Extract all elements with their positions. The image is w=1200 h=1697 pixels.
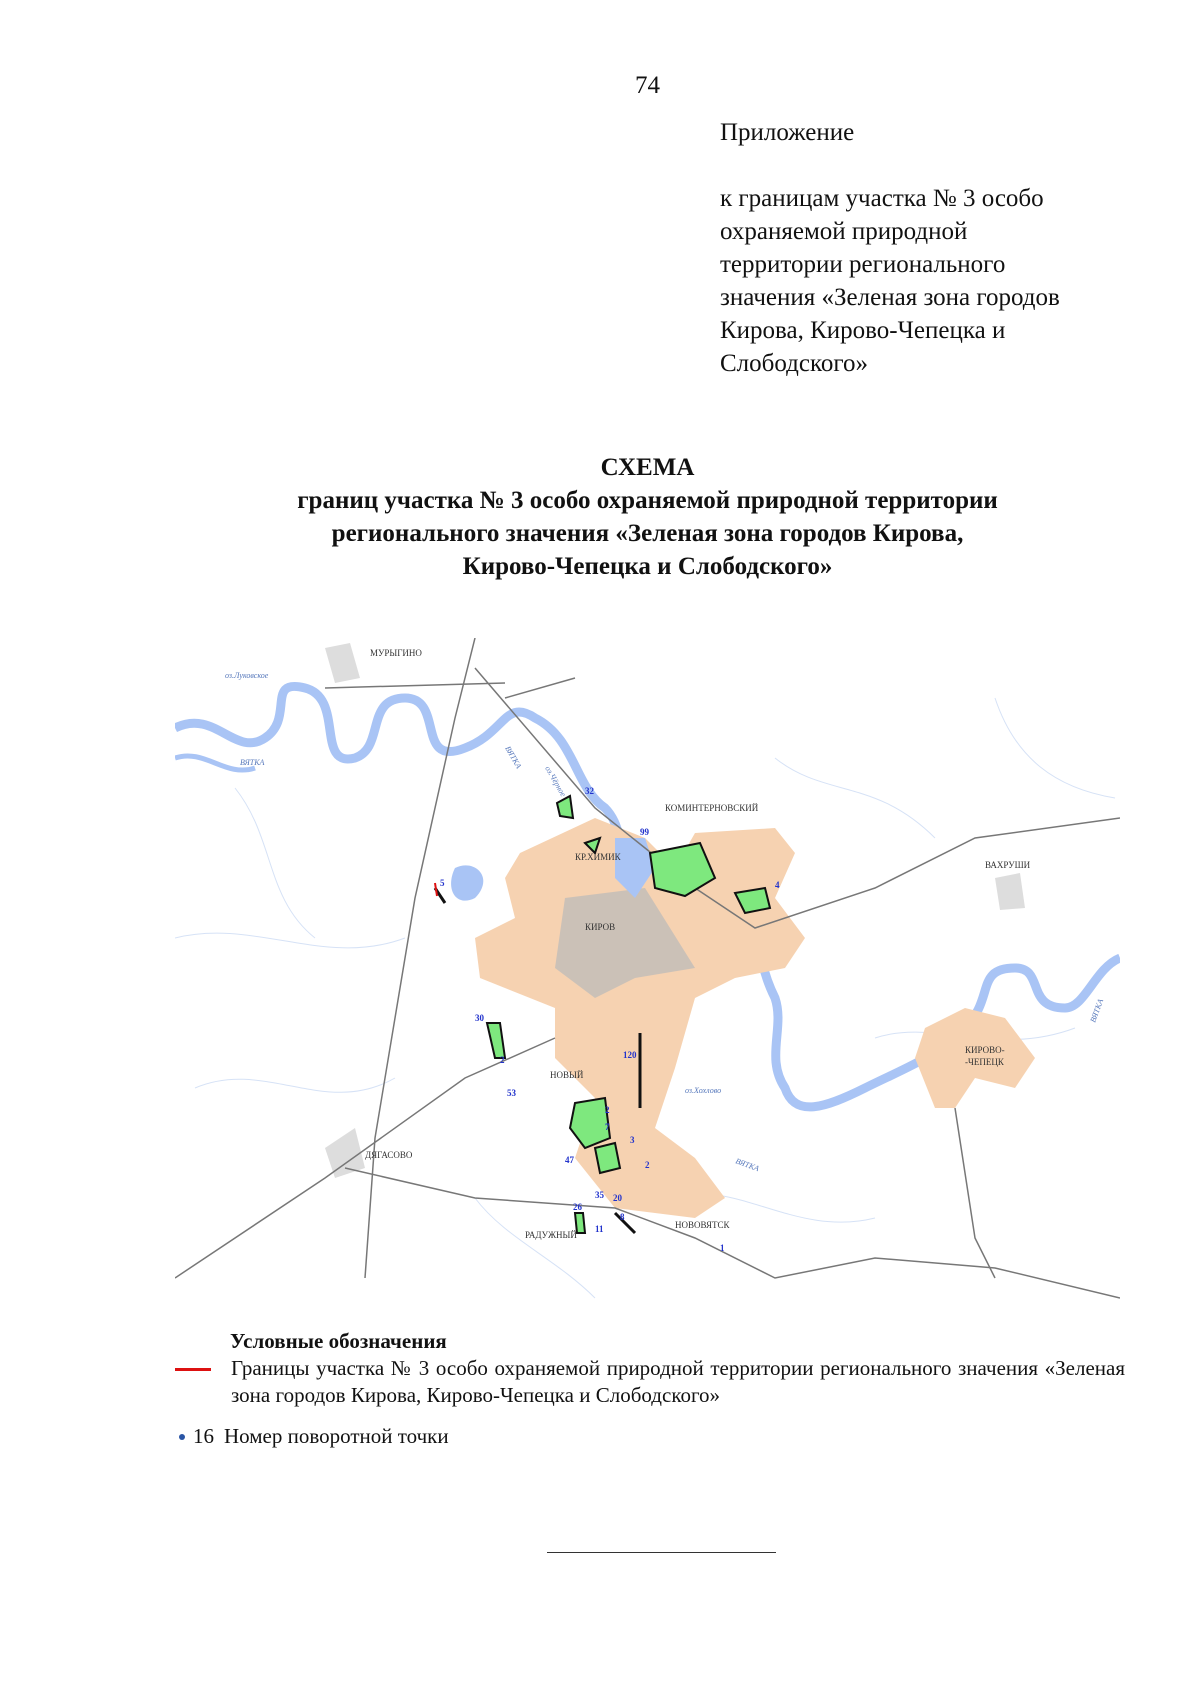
place-label: НОВОВЯТСК: [675, 1220, 730, 1230]
water-label: ВЯТКА: [734, 1156, 761, 1174]
appendix-line: Слободского»: [720, 350, 868, 377]
place-label: -ЧЕПЕЦК: [965, 1057, 1004, 1067]
place-label: КОМИНТЕРНОВСКИЙ: [665, 803, 759, 813]
legend-point-example: 16: [193, 1424, 214, 1448]
water-label: ВЯТКА: [240, 758, 265, 767]
point-label: 11: [595, 1224, 604, 1234]
place-label: НОВЫЙ: [550, 1070, 584, 1080]
place-label: РАДУЖНЫЙ: [525, 1230, 577, 1240]
point-label: 30: [475, 1013, 484, 1023]
village-vakhrushi: [995, 873, 1025, 910]
village-murygino: [325, 643, 360, 683]
legend-title: Условные обозначения: [230, 1329, 447, 1353]
legend-point-text: Номер поворотной точки: [224, 1424, 449, 1448]
scheme-map: [175, 638, 1120, 1310]
appendix-heading: Приложение: [720, 119, 855, 146]
point-label: 2: [500, 1055, 505, 1065]
boundary-red: [435, 883, 437, 896]
water-label: ВЯТКА: [503, 744, 524, 771]
point-label: 4: [775, 880, 780, 890]
appendix-note: [720, 116, 1150, 380]
place-label: ВАХРУШИ: [985, 860, 1031, 870]
point-label: 32: [585, 786, 594, 796]
legend: [175, 1328, 1125, 1450]
water-label: ВЯТКА: [1088, 997, 1106, 1024]
point-label: 120: [623, 1050, 637, 1060]
point-label: 99: [640, 827, 649, 837]
red-line-symbol: [175, 1368, 211, 1371]
lake: [451, 865, 483, 900]
place-label: ДЯГАСОВО: [365, 1150, 413, 1160]
place-label: КР.ХИМИК: [575, 852, 621, 862]
point-dot-icon: [179, 1434, 185, 1440]
map-svg: [175, 638, 1120, 1310]
appendix-line: значения «Зеленая зона городов: [720, 284, 1060, 311]
page-number: 74: [635, 72, 660, 99]
point-label: 8: [620, 1212, 625, 1222]
legend-item-boundary: [175, 1355, 1125, 1409]
legend-boundary-text: Границы участка № 3 особо охраняемой природной территории регионального значения «Зеленая зона городов Кирова, Кирово-Чепецка и Слободского»: [231, 1356, 1125, 1407]
document-title: [200, 451, 1095, 583]
appendix-line: территории регионального: [720, 251, 1006, 278]
place-label: МУРЫГИНО: [370, 648, 422, 658]
title-line: Кирово-Чепецка и Слободского»: [462, 553, 833, 580]
point-label: 5: [440, 878, 445, 888]
point-label: 26: [573, 1202, 582, 1212]
appendix-line: к границам участка № 3 особо: [720, 185, 1044, 212]
appendix-line: охраняемой природной: [720, 218, 968, 245]
title-line: СХЕМА: [600, 454, 695, 481]
title-line: границ участка № 3 особо охраняемой природной территории: [297, 487, 998, 514]
place-label: КИРОВ: [585, 922, 616, 932]
point-label: 1: [720, 1243, 725, 1253]
title-line: регионального значения «Зеленая зона городов Кирова,: [331, 520, 964, 547]
legend-item-point: [175, 1423, 1125, 1450]
point-label: 7: [605, 1122, 610, 1132]
place-label: КИРОВО-: [965, 1045, 1005, 1055]
point-label: 35: [595, 1190, 604, 1200]
point-label: 2: [605, 1105, 610, 1115]
point-label: 53: [507, 1088, 516, 1098]
point-label: 3: [630, 1135, 635, 1145]
appendix-line: Кирова, Кирово-Чепецка и: [720, 317, 1006, 344]
footer-divider: [547, 1552, 776, 1553]
point-label: 20: [613, 1193, 622, 1203]
point-label: 47: [565, 1155, 574, 1165]
water-label: оз.Луковское: [225, 671, 269, 680]
point-label: 2: [645, 1160, 650, 1170]
water-label: оз.Хохлово: [685, 1086, 722, 1095]
water-label: оз.Чёрное: [543, 764, 568, 799]
